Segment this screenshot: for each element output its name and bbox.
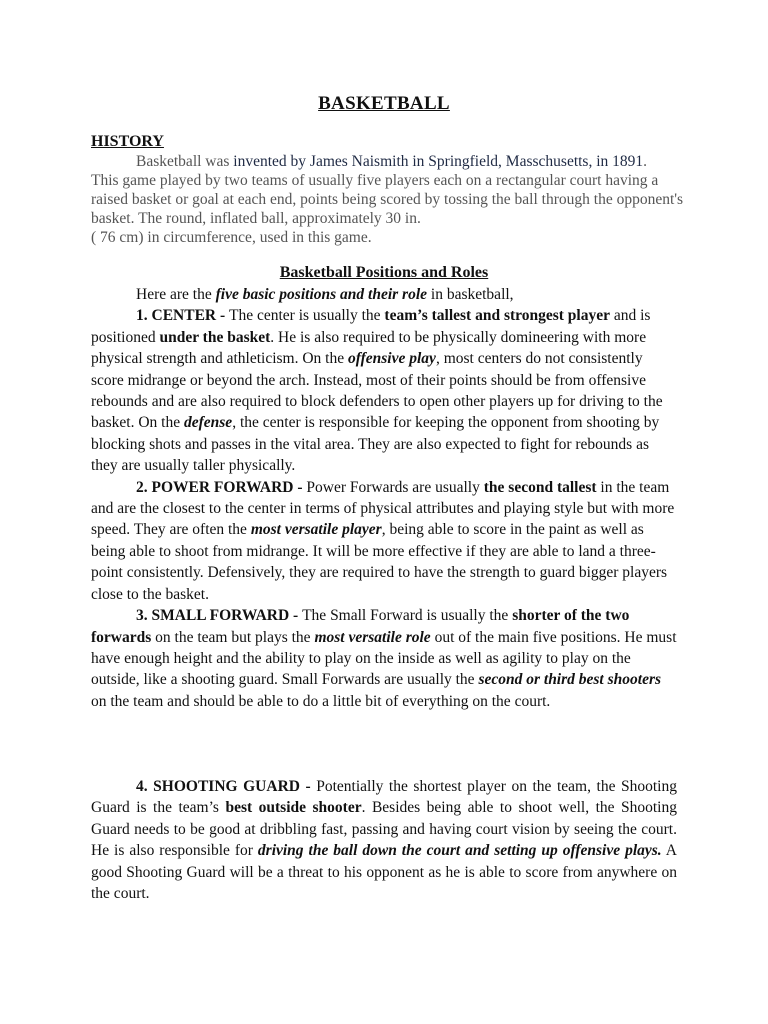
document-title: BASKETBALL <box>318 93 450 114</box>
center-label: 1. CENTER - <box>136 307 230 325</box>
shooting-guard-label: 4. SHOOTING GUARD - <box>136 778 317 795</box>
positions-intro <box>91 284 677 305</box>
intro-text: in basketball, <box>427 286 514 303</box>
small-forward-text: on the team and should be able to do a little bit of everything on the court. <box>91 692 551 710</box>
power-forward-label: 2. POWER FORWARD - <box>136 478 307 496</box>
small-forward-emphasis: most versatile role <box>314 628 431 646</box>
small-forward-emphasis: second or third best shooters <box>478 671 662 689</box>
power-forward-text: in the team and are the closest to the center in terms of physical attributes and playing style but with more speed. They are often the <box>91 478 675 539</box>
shooting-guard-block <box>91 776 677 904</box>
center-emphasis: team’s tallest and strongest player <box>384 307 610 325</box>
history-section <box>91 152 691 247</box>
history-heading: HISTORY <box>91 133 164 150</box>
small-forward-paragraph <box>91 605 677 712</box>
center-text: The center is usually the <box>229 307 385 325</box>
center-emphasis: under the basket <box>159 328 271 346</box>
power-forward-text: , being able to score in the paint as well as being able to shoot from midrange. It will be more effective if they are able to land a three-point consistently. Defensively, they are required to have the strength to guard bigger players close to the basket. <box>91 521 668 603</box>
history-paragraph-3: ( 76 cm) in circumference, used in this game. <box>91 229 372 246</box>
power-forward-text: Power Forwards are usually <box>306 478 484 496</box>
small-forward-text: on the team but plays the <box>151 628 315 646</box>
center-text: and is positioned <box>91 307 651 346</box>
shooting-guard-text: A good Shooting Guard will be a threat to his opponent as he is able to score from anywhere on the court. <box>91 842 677 903</box>
small-forward-text: The Small Forward is usually the <box>302 607 513 625</box>
center-text: , the center is responsible for keeping the opponent from shooting by blocking shots and passes in the vital area. They are also expected to fight for rebounds as they are usually taller physically. <box>91 414 660 475</box>
history-paragraph-2: This game played by two teams of usually five players each on a rectangular court having a raised basket or goal at each end, points being scored by tossing the ball through the opponent's basket. The round, inflated ball, approximately 30 in. <box>91 172 684 227</box>
intro-text: Here are the <box>136 286 216 303</box>
center-text: . He is also required to be physically domineering with more physical strength and athleticism. On the <box>91 328 647 368</box>
center-emphasis: offensive play <box>347 350 436 368</box>
shooting-guard-emphasis: best outside shooter <box>225 799 362 817</box>
history-paragraph-1 <box>91 152 691 171</box>
power-forward-emphasis: the second tallest <box>483 478 597 496</box>
small-forward-text: out of the main five positions. He must have enough height and the ability to play on the inside as well as agility to play on the outside, like a shooting guard. Small Forwards are usually the <box>91 628 677 689</box>
shooting-guard-paragraph <box>91 776 677 904</box>
center-paragraph <box>91 305 677 476</box>
shooting-guard-text: . Besides being able to shoot well, the Shooting Guard needs to be good at dribbling fast, passing and having court vision by seeing the court. He is also responsible for <box>91 799 677 860</box>
center-emphasis: defense <box>183 414 233 432</box>
small-forward-emphasis: shorter of the two forwards <box>91 607 630 646</box>
power-forward-emphasis: most versatile player <box>250 521 382 539</box>
history-invented-text: invented by James Naismith in Springfield, Masschusetts, in 1891 <box>233 153 644 170</box>
shooting-guard-text: Potentially the shortest player on the team, the Shooting Guard is the team’s <box>91 778 677 817</box>
positions-intro-block <box>91 284 677 712</box>
center-text: , most centers do not consistently score midrange or beyond the arch. Instead, most of their points should be from offensive rebounds and are also required to block defenders to open other players up for driving to the basket. On the <box>91 350 663 432</box>
positions-heading: Basketball Positions and Roles <box>279 264 489 281</box>
small-forward-label: 3. SMALL FORWARD - <box>136 607 303 625</box>
history-text: Basketball was <box>136 153 234 170</box>
intro-emphasis: five basic positions and their role <box>215 286 428 303</box>
power-forward-paragraph <box>91 477 677 605</box>
history-text: . <box>643 153 648 170</box>
shooting-guard-emphasis: driving the ball down the court and setting up offensive plays. <box>257 842 662 860</box>
